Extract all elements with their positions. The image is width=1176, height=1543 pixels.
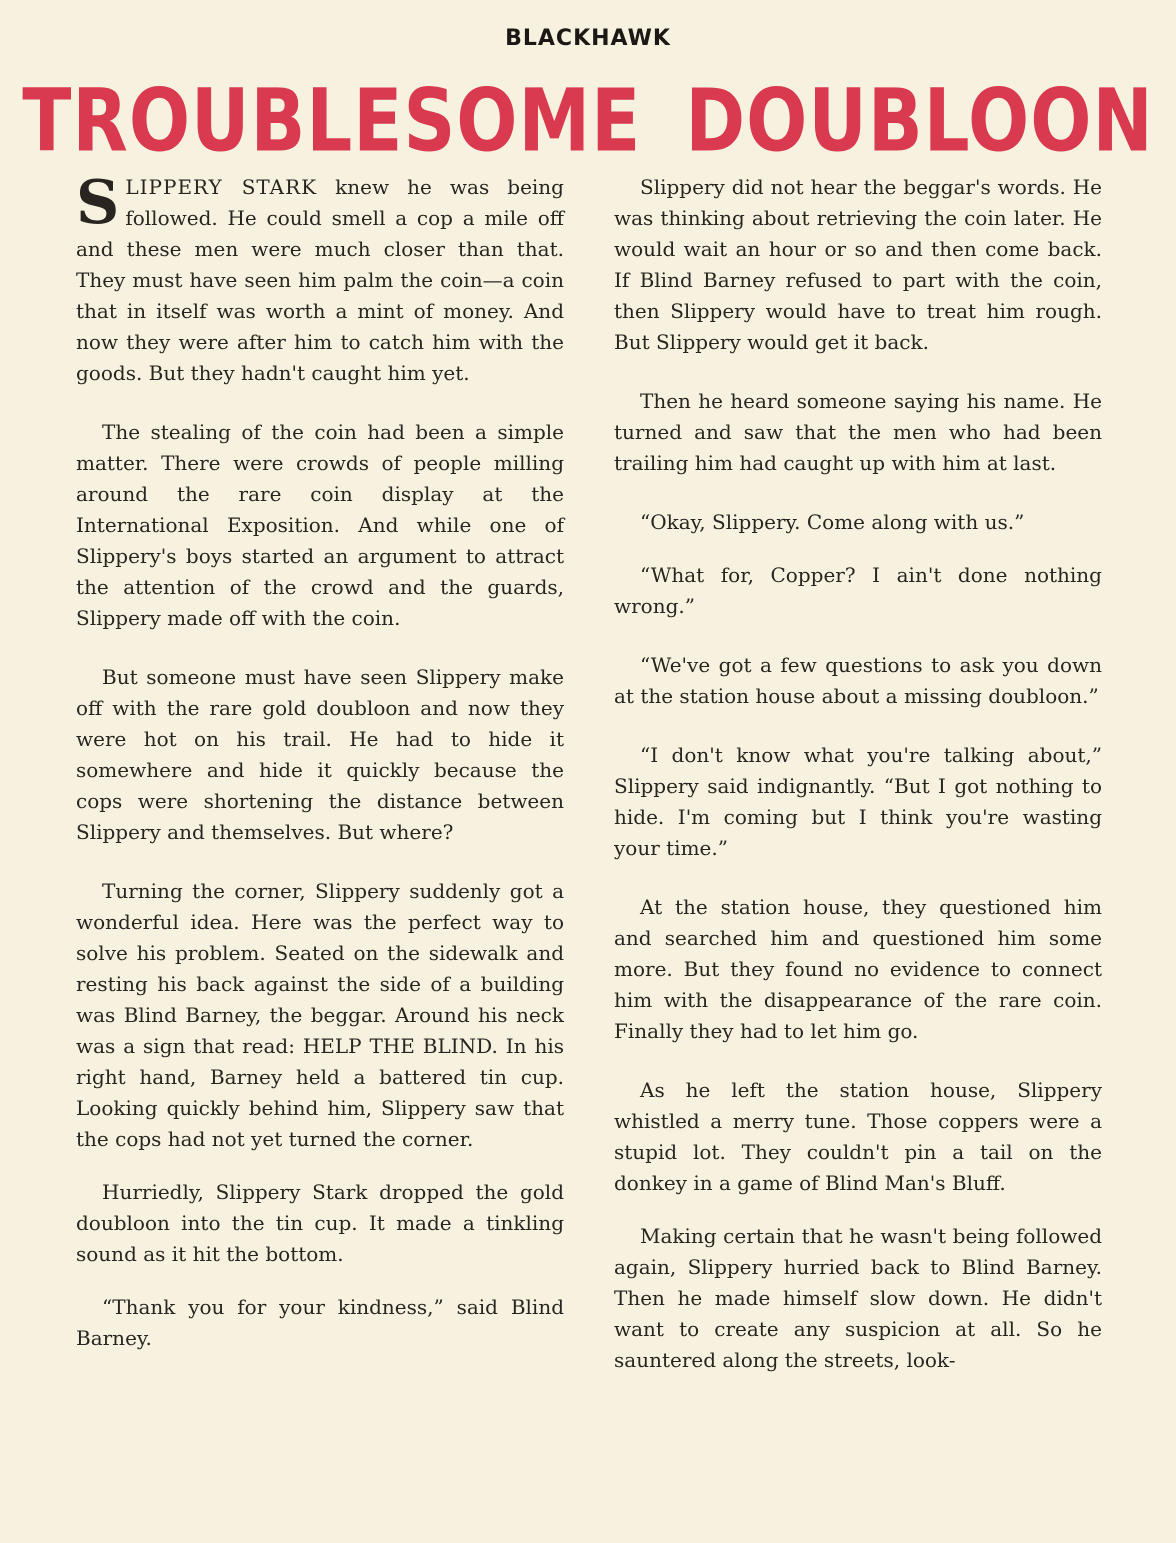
drop-cap: S — [76, 168, 120, 238]
paragraph: Turning the corner, Slippery suddenly got a wonderful idea. Here was the perfect way to solve his problem. Seated on the sidewalk and resting his back against the side of a building was Blind Barney, the beggar. Around his neck was a sign that read: HELP THE BLIND. In his right hand, Barney held a battered tin cup. Looking quickly behind him, Slippery saw that the cops had not yet turned the corner. — [76, 879, 564, 1151]
paragraph: Making certain that he wasn't being followed again, Slippery hurried back to Blind Barney. Then he made himself slow down. He didn't want to create any suspicion at all. So he sauntered along the streets, look- — [614, 1224, 1102, 1372]
left-column — [76, 168, 564, 1382]
paragraph: Then he heard someone saying his name. He turned and saw that the men who had been trailing him had caught up with him at last. — [614, 389, 1102, 475]
paragraph: As he left the station house, Slippery whistled a merry tune. Those coppers were a stupid lot. They couldn't pin a tail on the donkey in a game of Blind Man's Bluff. — [614, 1078, 1102, 1195]
series-header: BLACKHAWK — [505, 26, 671, 51]
paragraph: “We've got a few questions to ask you down at the station house about a missing doubloon.” — [614, 653, 1102, 708]
lead-in: LIPPERY STARK — [125, 175, 318, 199]
paragraph: “Okay, Slippery. Come along with us.” — [640, 510, 1025, 534]
paragraph: Hurriedly, Slippery Stark dropped the gold doubloon into the tin cup. It made a tinkling sound as it hit the bottom. — [76, 1180, 564, 1266]
story-title: TROUBLESOME DOUBLOON — [22, 70, 1154, 171]
paragraph: But someone must have seen Slippery make off with the rare gold doubloon and now they were hot on his trail. He had to hide it somewhere and hide it quickly because the cops were shortening the distance between Slippery and themselves. But where? — [76, 665, 564, 844]
paragraph: At the station house, they questioned him and searched him and questioned him some more. But they found no evidence to connect him with the disappearance of the rare coin. Finally they had to let him go. — [614, 895, 1102, 1043]
paragraph: The stealing of the coin had been a simple matter. There were crowds of people milling around the rare coin display at the International Exposition. And while one of Slippery's boys started an argument to attract the attention of the crowd and the guards, Slippery made off with the coin. — [76, 420, 564, 630]
right-column — [614, 172, 1102, 1404]
paragraph-text: knew he was being followed. He could smell a cop a mile off and these men were much closer than that. They must have seen him palm the coin—a coin that in itself was worth a mint of money. And now they were after him to catch him with the goods. But they hadn't caught him yet. — [76, 175, 564, 385]
paragraph — [76, 168, 564, 389]
paragraph: “Thank you for your kindness,” said Blind Barney. — [76, 1295, 564, 1350]
paragraph: “I don't know what you're talking about,” Slippery said indignantly. “But I got nothing to hide. I'm coming but I think you're wasting your time.” — [614, 743, 1102, 860]
paragraph: Slippery did not hear the beggar's words. He was thinking about retrieving the coin later. He would wait an hour or so and then come back. If Blind Barney refused to part with the coin, then Slippery would have to treat him rough. But Slippery would get it back. — [614, 175, 1102, 354]
paragraph: “What for, Copper? I ain't done nothing wrong.” — [614, 563, 1102, 618]
